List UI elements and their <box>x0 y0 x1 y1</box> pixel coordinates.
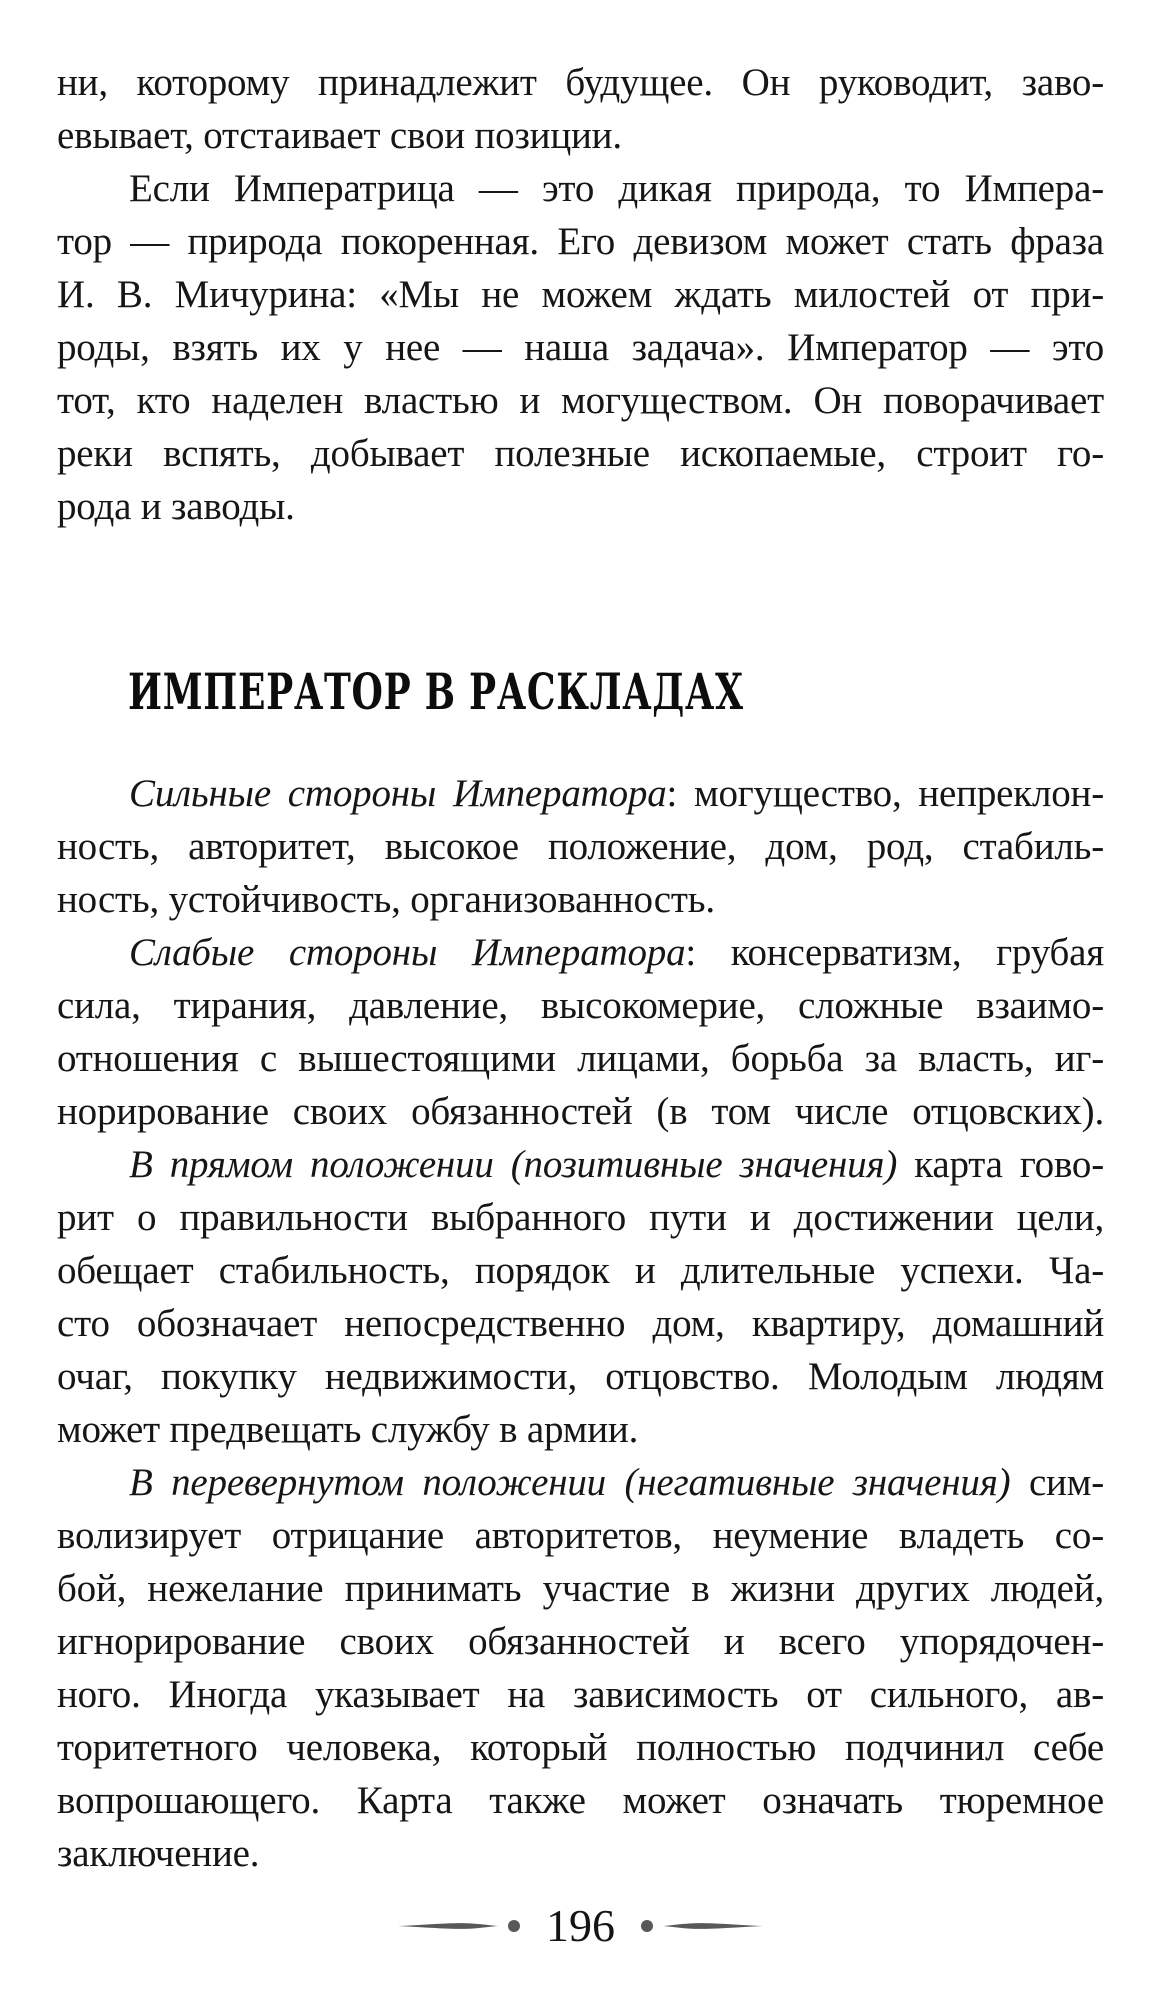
text-line <box>57 162 1104 215</box>
text-segment: может предвещать службу в армии. <box>57 1408 639 1451</box>
section-heading-row <box>128 663 1104 721</box>
text-line <box>57 820 1104 873</box>
text-line <box>57 873 1104 926</box>
text-segment: : могущество, непреклон- <box>666 772 1104 815</box>
text-line <box>57 1085 1104 1138</box>
text-segment: карта гово- <box>897 1143 1104 1186</box>
text-segment: ность, авторитет, высокое положение, дом, род, стабиль- <box>57 825 1104 868</box>
text-line <box>57 480 1104 533</box>
text-segment: евывает, отстаивает свои позиции. <box>57 114 622 157</box>
dot-ornament-icon <box>641 1920 653 1932</box>
text-line <box>57 1350 1104 1403</box>
text-segment: : консерватизм, грубая <box>685 931 1104 974</box>
paragraph <box>57 926 1104 1138</box>
text-line <box>57 1032 1104 1085</box>
text-line <box>57 1138 1104 1191</box>
text-line <box>57 268 1104 321</box>
text-segment: реки вспять, добывает полезные ископаемые, строит го- <box>57 432 1104 475</box>
italic-lead: В прямом положении (позитивные значения) <box>129 1143 898 1186</box>
text-segment: норирование своих обязанностей (в том числе отцовских). <box>57 1090 1104 1133</box>
text-line <box>57 109 1104 162</box>
text-line <box>57 1668 1104 1721</box>
text-segment: очаг, покупку недвижимости, отцовство. Молодым людям <box>57 1355 1104 1398</box>
text-line <box>57 1509 1104 1562</box>
text-line <box>57 1615 1104 1668</box>
text-line <box>57 1774 1104 1827</box>
text-line <box>57 1297 1104 1350</box>
text-segment: ного. Иногда указывает на зависимость от сильного, ав- <box>57 1673 1104 1716</box>
paragraph <box>57 162 1104 533</box>
text-segment: роды, взять их у нее — наша задача». Император — это <box>57 326 1104 369</box>
text-segment: Если Императрица — это дикая природа, то Импера- <box>129 167 1104 210</box>
text-line <box>57 926 1104 979</box>
text-segment: И. В. Мичурина: «Мы не можем ждать милостей от при- <box>57 273 1104 316</box>
italic-lead: В перевернутом положении (негативные значения) <box>129 1461 1011 1504</box>
text-segment: рода и заводы. <box>57 485 295 528</box>
paragraph <box>57 56 1104 162</box>
italic-lead: Слабые стороны Императора <box>129 931 686 974</box>
text-segment: обещает стабильность, порядок и длительные успехи. Ча- <box>57 1249 1104 1292</box>
section-heading: ИМПЕРАТОР В РАСКЛАДАХ <box>128 662 744 721</box>
paragraph <box>57 1456 1104 1880</box>
page-footer <box>57 1902 1104 1950</box>
tapered-dash-icon <box>398 1920 498 1932</box>
text-segment: волизирует отрицание авторитетов, неумение владеть со- <box>57 1514 1104 1557</box>
text-segment: сила, тирания, давление, высокомерие, сложные взаимо- <box>57 984 1104 1027</box>
text-segment: торитетного человека, который полностью подчинил себе <box>57 1726 1104 1769</box>
text-line <box>57 374 1104 427</box>
text-segment: сим- <box>1010 1461 1104 1504</box>
text-segment: отношения с вышестоящими лицами, борьба за власть, иг- <box>57 1037 1104 1080</box>
text-segment: ни, которому принадлежит будущее. Он руководит, заво- <box>57 61 1104 104</box>
text-line <box>57 1191 1104 1244</box>
paragraph-block-top <box>57 56 1104 533</box>
text-line <box>57 1827 1104 1880</box>
text-line <box>57 427 1104 480</box>
text-segment: тот, кто наделен властью и могуществом. Он поворачивает <box>57 379 1104 422</box>
text-segment: вопрошающего. Карта также может означать тюремное <box>57 1779 1104 1822</box>
text-line <box>57 1403 1104 1456</box>
text-segment: сто обозначает непосредственно дом, квартиру, домашний <box>57 1302 1104 1345</box>
text-segment: бой, нежелание принимать участие в жизни других людей, <box>57 1567 1104 1610</box>
text-line <box>57 979 1104 1032</box>
text-line <box>57 1721 1104 1774</box>
paragraph <box>57 767 1104 926</box>
text-segment: тор — природа покоренная. Его девизом может стать фраза <box>57 220 1104 263</box>
text-segment: игнорирование своих обязанностей и всего упорядочен- <box>57 1620 1104 1663</box>
text-segment: рит о правильности выбранного пути и достижении цели, <box>57 1196 1104 1239</box>
page-number: 196 <box>546 1900 615 1951</box>
text-line <box>57 215 1104 268</box>
text-line <box>57 1562 1104 1615</box>
text-line <box>57 1456 1104 1509</box>
text-segment: заключение. <box>57 1832 260 1875</box>
italic-lead: Сильные стороны Императора <box>129 772 667 815</box>
text-line <box>57 56 1104 109</box>
paragraph <box>57 1138 1104 1456</box>
tapered-dash-icon <box>663 1920 763 1932</box>
text-line <box>57 1244 1104 1297</box>
dot-ornament-icon <box>508 1920 520 1932</box>
text-segment: ность, устойчивость, организованность. <box>57 878 715 921</box>
paragraph-block-bottom <box>57 767 1104 1880</box>
text-line <box>57 767 1104 820</box>
text-line <box>57 321 1104 374</box>
